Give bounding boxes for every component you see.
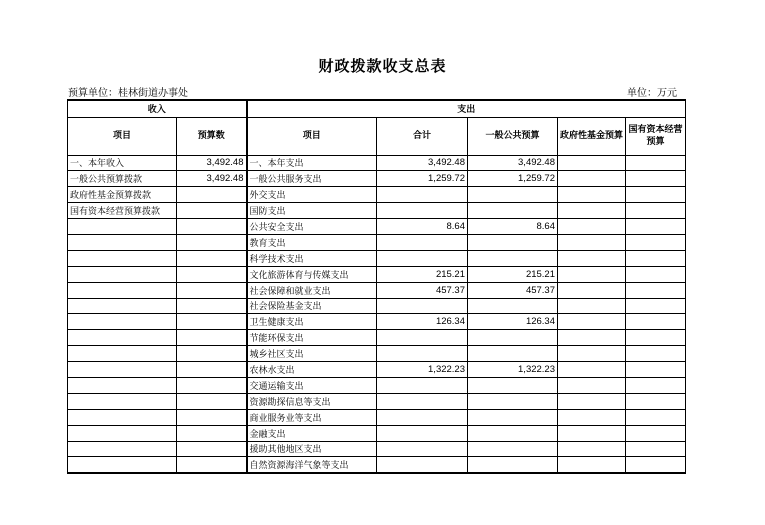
expense-item-header: 项目 bbox=[247, 117, 377, 155]
total-cell bbox=[377, 330, 468, 346]
state-capital-cell bbox=[626, 203, 686, 219]
expense-item-cell: 外交支出 bbox=[247, 187, 377, 203]
gov-fund-cell bbox=[558, 377, 626, 393]
state-capital-header: 国有资本经营预算 bbox=[626, 117, 686, 155]
total-cell: 457.37 bbox=[377, 282, 468, 298]
income-value-cell bbox=[177, 393, 247, 409]
state-capital-cell bbox=[626, 346, 686, 362]
income-item-cell bbox=[68, 457, 177, 473]
table-row bbox=[68, 314, 686, 330]
total-cell bbox=[377, 187, 468, 203]
income-value-cell bbox=[177, 234, 247, 250]
state-capital-cell bbox=[626, 441, 686, 457]
income-item-cell bbox=[68, 219, 177, 235]
general-budget-cell bbox=[468, 298, 558, 314]
total-cell bbox=[377, 346, 468, 362]
state-capital-cell bbox=[626, 409, 686, 425]
total-cell bbox=[377, 425, 468, 441]
table-row bbox=[68, 234, 686, 250]
table-row bbox=[68, 266, 686, 282]
table-row bbox=[68, 298, 686, 314]
income-value-cell bbox=[177, 314, 247, 330]
currency-unit-label: 单位：万元 bbox=[627, 88, 677, 99]
gov-fund-cell bbox=[558, 155, 626, 171]
income-value-cell bbox=[177, 409, 247, 425]
expense-item-cell: 交通运输支出 bbox=[247, 377, 377, 393]
total-cell: 8.64 bbox=[377, 219, 468, 235]
general-budget-cell bbox=[468, 377, 558, 393]
table-row bbox=[68, 155, 686, 171]
table-row bbox=[68, 282, 686, 298]
total-cell: 126.34 bbox=[377, 314, 468, 330]
gov-fund-cell bbox=[558, 171, 626, 187]
income-header: 收入 bbox=[68, 100, 247, 117]
expense-item-cell: 文化旅游体育与传媒支出 bbox=[247, 266, 377, 282]
general-budget-cell bbox=[468, 203, 558, 219]
income-item-cell bbox=[68, 314, 177, 330]
general-budget-cell bbox=[468, 346, 558, 362]
income-value-cell bbox=[177, 266, 247, 282]
general-budget-cell bbox=[468, 250, 558, 266]
expense-item-cell: 教育支出 bbox=[247, 234, 377, 250]
page-title: 财政拨款收支总表 bbox=[318, 57, 447, 75]
expense-item-cell: 金融支出 bbox=[247, 425, 377, 441]
general-budget-cell bbox=[468, 425, 558, 441]
gov-fund-cell bbox=[558, 282, 626, 298]
general-budget-cell: 1,259.72 bbox=[468, 171, 558, 187]
expense-item-cell: 农林水支出 bbox=[247, 362, 377, 378]
state-capital-cell bbox=[626, 362, 686, 378]
gov-fund-cell bbox=[558, 314, 626, 330]
state-capital-cell bbox=[626, 266, 686, 282]
table-row bbox=[68, 425, 686, 441]
table-row bbox=[68, 441, 686, 457]
total-cell bbox=[377, 409, 468, 425]
state-capital-cell bbox=[626, 298, 686, 314]
state-capital-cell bbox=[626, 393, 686, 409]
state-capital-cell bbox=[626, 282, 686, 298]
state-capital-cell bbox=[626, 314, 686, 330]
gov-fund-cell bbox=[558, 393, 626, 409]
state-capital-cell bbox=[626, 219, 686, 235]
total-header: 合计 bbox=[377, 117, 468, 155]
table-row bbox=[68, 203, 686, 219]
table-row bbox=[68, 219, 686, 235]
table-row bbox=[68, 187, 686, 203]
state-capital-cell bbox=[626, 377, 686, 393]
budget-table bbox=[67, 99, 686, 474]
income-value-cell bbox=[177, 203, 247, 219]
state-capital-cell bbox=[626, 425, 686, 441]
total-cell bbox=[377, 393, 468, 409]
expense-item-cell: 一般公共服务支出 bbox=[247, 171, 377, 187]
general-budget-cell bbox=[468, 330, 558, 346]
income-item-cell bbox=[68, 250, 177, 266]
income-value-cell bbox=[177, 377, 247, 393]
state-capital-cell bbox=[626, 330, 686, 346]
income-item-cell bbox=[68, 266, 177, 282]
state-capital-cell bbox=[626, 234, 686, 250]
general-budget-cell bbox=[468, 409, 558, 425]
table-row bbox=[68, 330, 686, 346]
income-item-cell: 国有资本经营预算拨款 bbox=[68, 203, 177, 219]
gov-fund-cell bbox=[558, 250, 626, 266]
total-cell bbox=[377, 203, 468, 219]
income-value-cell bbox=[177, 298, 247, 314]
income-value-cell: 3,492.48 bbox=[177, 171, 247, 187]
expense-item-cell: 一、本年支出 bbox=[247, 155, 377, 171]
expense-item-cell: 卫生健康支出 bbox=[247, 314, 377, 330]
income-item-cell bbox=[68, 425, 177, 441]
total-cell bbox=[377, 234, 468, 250]
gov-fund-cell bbox=[558, 441, 626, 457]
expense-item-cell: 公共安全支出 bbox=[247, 219, 377, 235]
income-value-cell bbox=[177, 425, 247, 441]
general-budget-cell: 126.34 bbox=[468, 314, 558, 330]
income-item-header: 项目 bbox=[68, 117, 177, 155]
expense-item-cell: 城乡社区支出 bbox=[247, 346, 377, 362]
general-budget-cell bbox=[468, 187, 558, 203]
income-budget-header: 预算数 bbox=[177, 117, 247, 155]
expense-item-cell: 科学技术支出 bbox=[247, 250, 377, 266]
table-row bbox=[68, 457, 686, 473]
expense-item-cell: 节能环保支出 bbox=[247, 330, 377, 346]
total-cell: 1,322.23 bbox=[377, 362, 468, 378]
total-cell bbox=[377, 457, 468, 473]
expense-item-cell: 社会保险基金支出 bbox=[247, 298, 377, 314]
expense-item-cell: 商业服务业等支出 bbox=[247, 409, 377, 425]
table-row bbox=[68, 171, 686, 187]
income-value-cell bbox=[177, 250, 247, 266]
table-row bbox=[68, 346, 686, 362]
income-value-cell bbox=[177, 362, 247, 378]
gov-fund-header: 政府性基金预算 bbox=[558, 117, 626, 155]
table-row bbox=[68, 362, 686, 378]
total-cell bbox=[377, 298, 468, 314]
expense-item-cell: 援助其他地区支出 bbox=[247, 441, 377, 457]
income-value-cell bbox=[177, 457, 247, 473]
expense-header: 支出 bbox=[247, 100, 686, 117]
gov-fund-cell bbox=[558, 409, 626, 425]
gov-fund-cell bbox=[558, 203, 626, 219]
income-item-cell bbox=[68, 409, 177, 425]
income-item-cell bbox=[68, 234, 177, 250]
income-value-cell bbox=[177, 219, 247, 235]
gov-fund-cell bbox=[558, 266, 626, 282]
gov-fund-cell bbox=[558, 330, 626, 346]
expense-item-cell: 社会保障和就业支出 bbox=[247, 282, 377, 298]
gov-fund-cell bbox=[558, 362, 626, 378]
general-budget-cell: 457.37 bbox=[468, 282, 558, 298]
general-budget-cell: 1,322.23 bbox=[468, 362, 558, 378]
income-item-cell: 政府性基金预算拨款 bbox=[68, 187, 177, 203]
table-row bbox=[68, 250, 686, 266]
expense-item-cell: 资源勘探信息等支出 bbox=[247, 393, 377, 409]
income-value-cell bbox=[177, 346, 247, 362]
state-capital-cell bbox=[626, 187, 686, 203]
general-budget-cell bbox=[468, 234, 558, 250]
total-cell: 3,492.48 bbox=[377, 155, 468, 171]
state-capital-cell bbox=[626, 250, 686, 266]
total-cell bbox=[377, 377, 468, 393]
gov-fund-cell bbox=[558, 298, 626, 314]
income-item-cell bbox=[68, 282, 177, 298]
gov-fund-cell bbox=[558, 346, 626, 362]
gov-fund-cell bbox=[558, 234, 626, 250]
gov-fund-cell bbox=[558, 187, 626, 203]
income-value-cell: 3,492.48 bbox=[177, 155, 247, 171]
state-capital-cell bbox=[626, 457, 686, 473]
income-item-cell bbox=[68, 362, 177, 378]
total-cell: 1,259.72 bbox=[377, 171, 468, 187]
income-item-cell: 一般公共预算拨款 bbox=[68, 171, 177, 187]
income-value-cell bbox=[177, 330, 247, 346]
income-item-cell bbox=[68, 377, 177, 393]
table-row bbox=[68, 377, 686, 393]
budget-unit-label: 预算单位：桂林街道办事处 bbox=[68, 88, 188, 99]
general-budget-header: 一般公共预算 bbox=[468, 117, 558, 155]
table-row bbox=[68, 409, 686, 425]
income-value-cell bbox=[177, 187, 247, 203]
total-cell: 215.21 bbox=[377, 266, 468, 282]
income-item-cell: 一、本年收入 bbox=[68, 155, 177, 171]
income-item-cell bbox=[68, 298, 177, 314]
expense-item-cell: 国防支出 bbox=[247, 203, 377, 219]
general-budget-cell: 8.64 bbox=[468, 219, 558, 235]
table-row bbox=[68, 393, 686, 409]
income-value-cell bbox=[177, 441, 247, 457]
general-budget-cell bbox=[468, 457, 558, 473]
state-capital-cell bbox=[626, 171, 686, 187]
gov-fund-cell bbox=[558, 219, 626, 235]
total-cell bbox=[377, 441, 468, 457]
total-cell bbox=[377, 250, 468, 266]
income-item-cell bbox=[68, 393, 177, 409]
gov-fund-cell bbox=[558, 425, 626, 441]
income-item-cell bbox=[68, 346, 177, 362]
state-capital-cell bbox=[626, 155, 686, 171]
income-value-cell bbox=[177, 282, 247, 298]
general-budget-cell: 3,492.48 bbox=[468, 155, 558, 171]
general-budget-cell bbox=[468, 441, 558, 457]
income-item-cell bbox=[68, 441, 177, 457]
expense-item-cell: 自然资源海洋气象等支出 bbox=[247, 457, 377, 473]
gov-fund-cell bbox=[558, 457, 626, 473]
general-budget-cell: 215.21 bbox=[468, 266, 558, 282]
income-item-cell bbox=[68, 330, 177, 346]
general-budget-cell bbox=[468, 393, 558, 409]
